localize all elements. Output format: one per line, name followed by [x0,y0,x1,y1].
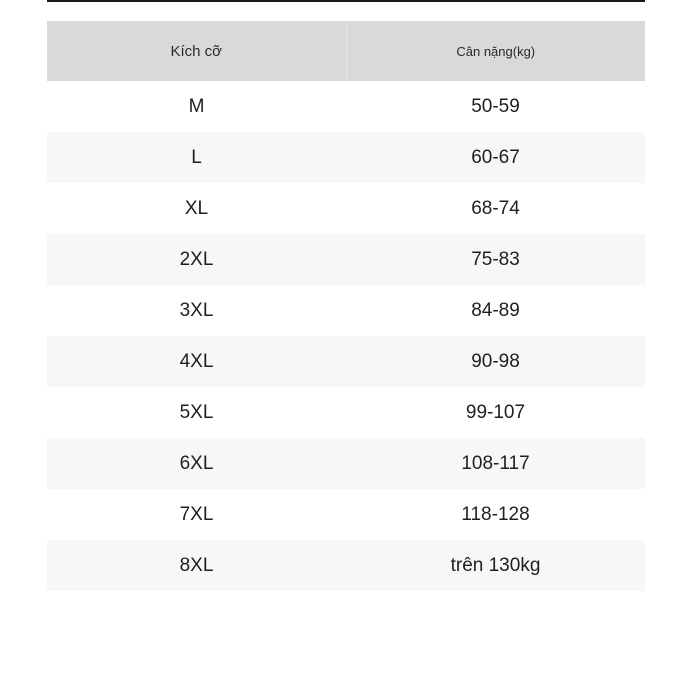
size-cell: 6XL [179,452,214,474]
size-cell: 5XL [179,401,214,423]
table-row [47,336,645,387]
weight-cell: trên 130kg [450,554,541,576]
weight-cell: 68-74 [471,197,520,219]
table-row [47,489,645,540]
table-row [47,387,645,438]
size-cell: 7XL [179,503,214,525]
table-row [47,81,645,132]
size-cell: L [191,146,202,168]
size-cell: XL [184,197,209,219]
table-row [47,438,645,489]
table-row [47,540,645,591]
table-row [47,183,645,234]
weight-cell: 108-117 [461,452,530,474]
size-cell: 2XL [179,248,214,270]
weight-cell: 60-67 [471,146,520,168]
size-cell: 3XL [179,299,214,321]
weight-cell: 50-59 [471,95,520,117]
size-cell: 8XL [179,554,214,576]
header-size: Kích cỡ [170,42,223,60]
size-cell: 4XL [179,350,214,372]
weight-cell: 118-128 [461,503,530,525]
table-row [47,234,645,285]
weight-cell: 84-89 [471,299,520,321]
table-header [47,21,645,81]
table-row [47,285,645,336]
weight-cell: 75-83 [471,248,520,270]
weight-cell: 90-98 [471,350,520,372]
size-table [47,21,645,591]
top-divider [47,0,645,2]
header-weight: Cân nặng(kg) [456,43,536,59]
weight-cell: 99-107 [465,401,526,423]
size-cell: M [188,95,205,117]
table-row [47,132,645,183]
